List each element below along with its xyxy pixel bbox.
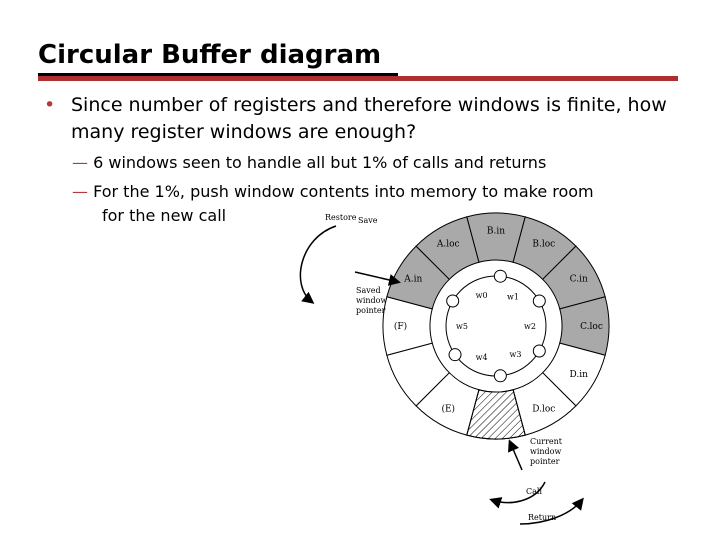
sub-bullet-2-text-line1: For the 1%, push window contents into memory to make room <box>93 182 594 201</box>
bullet-text: Since number of registers and therefore windows is finite, how many register windows are enough? <box>71 94 667 143</box>
current-pointer-line1: Current <box>530 437 563 446</box>
ring-segment-label: D.in <box>569 369 588 380</box>
ring-segment-label: A.loc <box>436 239 460 250</box>
inner-window-label: w1 <box>507 292 519 302</box>
window-boundary-bump <box>533 345 545 357</box>
current-pointer-line3: pointer <box>530 457 560 466</box>
current-pointer-arrow <box>510 442 522 470</box>
call-arc-arrow <box>492 482 545 503</box>
inner-window-label: w4 <box>475 352 488 362</box>
window-boundary-bump <box>494 270 506 282</box>
ring-segment-label: C.in <box>569 274 588 285</box>
inner-window-label: w5 <box>456 322 468 331</box>
window-boundary-bump <box>533 295 545 307</box>
ring-segment-label: C.loc <box>580 322 603 332</box>
bullet-marker: • <box>44 94 56 116</box>
return-label: Return <box>528 513 557 522</box>
ring-segment-label: B.loc <box>532 239 556 250</box>
window-boundary-bump <box>447 295 459 307</box>
sub-bullet-marker: — <box>72 182 88 201</box>
save-label: Save <box>358 216 378 225</box>
saved-pointer-line1: Saved <box>356 286 381 295</box>
window-boundary-bump <box>494 370 506 382</box>
restore-label: Restore <box>325 213 357 222</box>
ring-segment-label: B.in <box>486 226 506 237</box>
inner-window-ring <box>446 270 546 382</box>
window-boundary-bump <box>449 349 461 361</box>
sub-bullet-1-text: 6 windows seen to handle all but 1% of calls and returns <box>93 153 547 172</box>
call-label: Call <box>526 487 543 496</box>
ring-segment-label: (E) <box>441 404 456 415</box>
saved-pointer-line3: pointer <box>356 306 386 315</box>
restore-arc-arrow <box>300 226 336 302</box>
ring-segment-label: A.in <box>404 274 423 285</box>
ring-segment-label: D.loc <box>532 404 556 415</box>
page-title: Circular Buffer diagram <box>38 40 382 70</box>
inner-window-label: w2 <box>524 322 536 331</box>
sub-bullet-2-text-line2: for the new call <box>102 206 227 225</box>
inner-window-label: w3 <box>509 349 522 359</box>
ring-segment-label: (F) <box>393 322 408 332</box>
saved-pointer-line2: window <box>356 296 388 305</box>
saved-pointer-arrow <box>355 272 398 282</box>
sub-bullet-marker: — <box>72 153 88 172</box>
current-pointer-line2: window <box>530 447 562 456</box>
inner-window-label: w0 <box>475 291 488 301</box>
